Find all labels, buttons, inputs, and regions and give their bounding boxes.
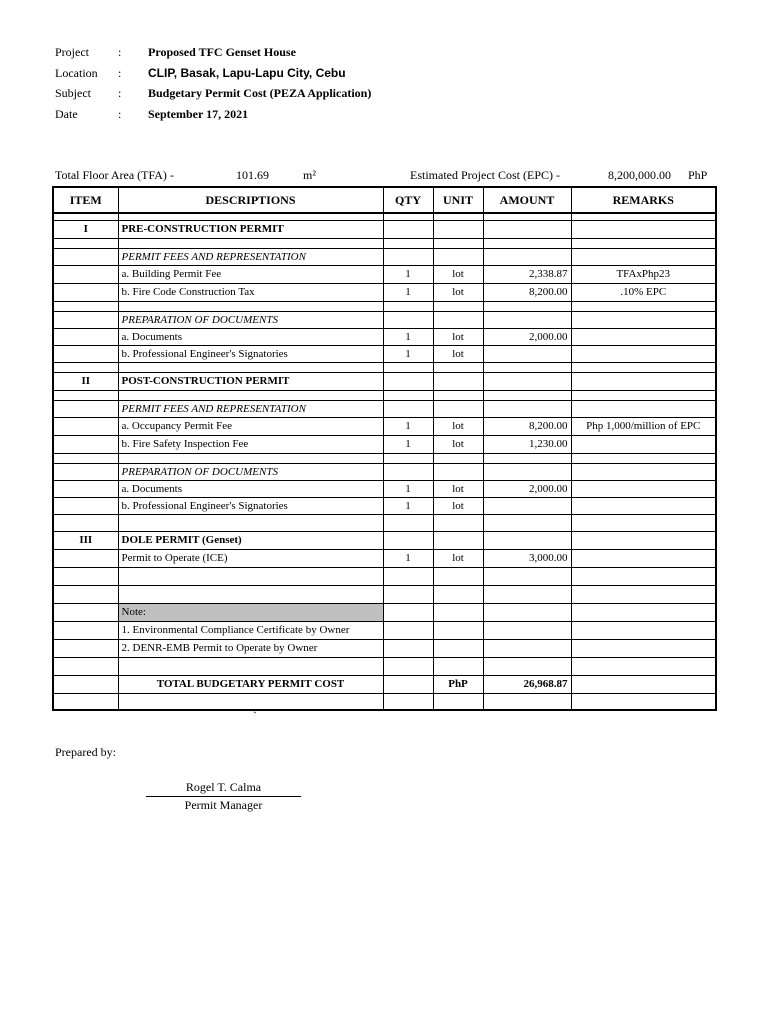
amount-cell — [483, 463, 571, 480]
desc-cell: b. Fire Code Construction Tax — [118, 283, 383, 301]
epc-value: 8,200,000.00 — [608, 168, 671, 182]
amount-cell: 3,000.00 — [483, 549, 571, 567]
desc-cell: b. Professional Engineer's Signatories — [118, 497, 383, 514]
prepared-by-label: Prepared by: — [55, 745, 116, 759]
remarks-cell — [571, 480, 716, 497]
remarks-cell — [571, 400, 716, 417]
item-cell — [53, 567, 118, 585]
remarks-cell — [571, 345, 716, 362]
unit-cell — [433, 248, 483, 265]
desc-cell: a. Occupancy Permit Fee — [118, 417, 383, 435]
item-cell — [53, 400, 118, 417]
table-row — [53, 345, 716, 362]
table-row — [53, 362, 716, 372]
item-cell — [53, 639, 118, 657]
item-cell: II — [53, 372, 118, 390]
item-cell — [53, 213, 118, 220]
qty-cell — [383, 675, 433, 693]
remarks-cell — [571, 435, 716, 453]
remarks-cell — [571, 453, 716, 463]
table-row — [53, 514, 716, 531]
desc-cell: a. Documents — [118, 328, 383, 345]
unit-cell — [433, 400, 483, 417]
remarks-cell — [571, 238, 716, 248]
item-cell — [53, 238, 118, 248]
remarks-cell — [571, 497, 716, 514]
unit-cell — [433, 514, 483, 531]
desc-cell — [118, 514, 383, 531]
item-cell — [53, 603, 118, 621]
unit-cell — [433, 390, 483, 400]
table-row — [53, 283, 716, 301]
project-value: Proposed TFC Genset House — [148, 45, 296, 59]
remarks-cell — [571, 362, 716, 372]
unit-cell — [433, 311, 483, 328]
table-row — [53, 390, 716, 400]
remarks-cell — [571, 603, 716, 621]
table-row — [53, 238, 716, 248]
qty-cell — [383, 453, 433, 463]
col-remarks-header: REMARKS — [571, 187, 716, 213]
qty-cell — [383, 213, 433, 220]
item-cell — [53, 514, 118, 531]
unit-cell: lot — [433, 549, 483, 567]
desc-cell: a. Documents — [118, 480, 383, 497]
desc-cell — [118, 238, 383, 248]
subject-label: Subject — [55, 86, 91, 100]
qty-cell: 1 — [383, 265, 433, 283]
section-title: PRE-CONSTRUCTION PERMIT — [118, 220, 383, 238]
unit-cell — [433, 453, 483, 463]
subsection-row — [53, 463, 716, 480]
qty-cell — [383, 311, 433, 328]
subsection-row — [53, 311, 716, 328]
table-row — [53, 657, 716, 675]
unit-cell: lot — [433, 417, 483, 435]
table-row — [53, 567, 716, 585]
remarks-cell — [571, 514, 716, 531]
amount-cell — [483, 621, 571, 639]
item-cell: III — [53, 531, 118, 549]
unit-cell — [433, 301, 483, 311]
table-row — [53, 497, 716, 514]
tfa-label: Total Floor Area (TFA) - — [55, 168, 174, 182]
qty-cell — [383, 362, 433, 372]
unit-cell — [433, 238, 483, 248]
unit-cell: lot — [433, 497, 483, 514]
item-cell — [53, 497, 118, 514]
qty-cell: 1 — [383, 549, 433, 567]
item-cell — [53, 463, 118, 480]
remarks-cell — [571, 463, 716, 480]
amount-cell — [483, 531, 571, 549]
qty-cell — [383, 390, 433, 400]
remarks-cell — [571, 248, 716, 265]
unit-cell: lot — [433, 265, 483, 283]
qty-cell — [383, 567, 433, 585]
qty-cell: 1 — [383, 480, 433, 497]
remarks-cell — [571, 220, 716, 238]
location-label: Location — [55, 66, 98, 80]
desc-cell — [118, 567, 383, 585]
table-row — [53, 453, 716, 463]
qty-cell: 1 — [383, 417, 433, 435]
qty-cell: 1 — [383, 435, 433, 453]
qty-cell — [383, 693, 433, 710]
qty-cell — [383, 400, 433, 417]
unit-cell: lot — [433, 435, 483, 453]
location-value: CLIP, Basak, Lapu-Lapu City, Cebu — [148, 66, 346, 80]
epc-label: Estimated Project Cost (EPC) - — [410, 168, 560, 182]
unit-cell — [433, 603, 483, 621]
desc-cell: b. Professional Engineer's Signatories — [118, 345, 383, 362]
unit-cell — [433, 362, 483, 372]
item-cell — [53, 283, 118, 301]
item-cell — [53, 345, 118, 362]
amount-cell — [483, 567, 571, 585]
total-amount: 26,968.87 — [483, 675, 571, 693]
item-cell — [53, 621, 118, 639]
desc-cell — [118, 657, 383, 675]
remarks-cell — [571, 372, 716, 390]
qty-cell: 1 — [383, 497, 433, 514]
subsection-title: PREPARATION OF DOCUMENTS — [118, 311, 383, 328]
desc-cell — [118, 693, 383, 710]
amount-cell — [483, 238, 571, 248]
item-cell — [53, 311, 118, 328]
amount-cell — [483, 345, 571, 362]
remarks-cell — [571, 675, 716, 693]
signatory-name: Rogel T. Calma — [146, 780, 301, 797]
stray-mark: ` — [253, 709, 257, 723]
permit-cost-table — [52, 186, 717, 711]
project-label: Project — [55, 45, 89, 59]
colon: : — [118, 107, 122, 121]
note-row — [53, 639, 716, 657]
amount-cell — [483, 657, 571, 675]
unit-cell: lot — [433, 283, 483, 301]
unit-cell — [433, 463, 483, 480]
table-row — [53, 435, 716, 453]
table-row — [53, 693, 716, 710]
amount-cell: 1,230.00 — [483, 435, 571, 453]
qty-cell — [383, 657, 433, 675]
colon: : — [118, 45, 122, 59]
item-cell — [53, 453, 118, 463]
qty-cell — [383, 621, 433, 639]
unit-cell — [433, 213, 483, 220]
total-currency: PhP — [433, 675, 483, 693]
table-row — [53, 328, 716, 345]
total-row — [53, 675, 716, 693]
qty-cell — [383, 238, 433, 248]
subsection-row — [53, 400, 716, 417]
amount-cell — [483, 514, 571, 531]
remarks-cell — [571, 531, 716, 549]
unit-cell: lot — [433, 345, 483, 362]
table-row — [53, 301, 716, 311]
col-descriptions-header: DESCRIPTIONS — [118, 187, 383, 213]
remarks-cell: .10% EPC — [571, 283, 716, 301]
remarks-cell: TFAxPhp23 — [571, 265, 716, 283]
unit-cell — [433, 693, 483, 710]
table-row — [53, 549, 716, 567]
qty-cell — [383, 639, 433, 657]
remarks-cell — [571, 567, 716, 585]
item-cell — [53, 693, 118, 710]
remarks-cell — [571, 585, 716, 603]
desc-cell — [118, 585, 383, 603]
note-item: 2. DENR-EMB Permit to Operate by Owner — [118, 639, 383, 657]
desc-cell — [118, 390, 383, 400]
table-row — [53, 265, 716, 283]
item-cell — [53, 549, 118, 567]
desc-cell — [118, 213, 383, 220]
item-cell — [53, 390, 118, 400]
date-value: September 17, 2021 — [148, 107, 249, 121]
item-cell — [53, 417, 118, 435]
item-cell — [53, 362, 118, 372]
table-row — [53, 417, 716, 435]
colon: : — [118, 86, 122, 100]
total-label: TOTAL BUDGETARY PERMIT COST — [118, 675, 383, 693]
amount-cell: 8,200.00 — [483, 417, 571, 435]
amount-cell — [483, 453, 571, 463]
table-row — [53, 585, 716, 603]
amount-cell — [483, 213, 571, 220]
item-cell — [53, 435, 118, 453]
qty-cell — [383, 585, 433, 603]
tfa-unit: m² — [303, 168, 316, 182]
unit-cell — [433, 567, 483, 585]
amount-cell — [483, 362, 571, 372]
subsection-title: PERMIT FEES AND REPRESENTATION — [118, 248, 383, 265]
item-cell — [53, 301, 118, 311]
amount-cell — [483, 220, 571, 238]
qty-cell — [383, 603, 433, 621]
unit-cell: lot — [433, 328, 483, 345]
item-cell — [53, 657, 118, 675]
qty-cell — [383, 514, 433, 531]
unit-cell — [433, 372, 483, 390]
item-cell — [53, 675, 118, 693]
remarks-cell — [571, 390, 716, 400]
unit-cell — [433, 657, 483, 675]
item-cell: I — [53, 220, 118, 238]
remarks-cell — [571, 639, 716, 657]
amount-cell — [483, 639, 571, 657]
col-item-header: ITEM — [53, 187, 118, 213]
table-row — [53, 213, 716, 220]
qty-cell — [383, 463, 433, 480]
subject-value: Budgetary Permit Cost (PEZA Application) — [148, 86, 372, 100]
subsection-row — [53, 248, 716, 265]
col-unit-header: UNIT — [433, 187, 483, 213]
colon: : — [118, 66, 122, 80]
amount-cell — [483, 400, 571, 417]
item-cell — [53, 480, 118, 497]
subsection-title: PERMIT FEES AND REPRESENTATION — [118, 400, 383, 417]
date-label: Date — [55, 107, 78, 121]
unit-cell — [433, 621, 483, 639]
amount-cell: 2,338.87 — [483, 265, 571, 283]
qty-cell — [383, 372, 433, 390]
desc-cell: Permit to Operate (ICE) — [118, 549, 383, 567]
item-cell — [53, 328, 118, 345]
amount-cell — [483, 390, 571, 400]
qty-cell — [383, 220, 433, 238]
amount-cell — [483, 248, 571, 265]
remarks-cell — [571, 693, 716, 710]
qty-cell — [383, 531, 433, 549]
qty-cell — [383, 248, 433, 265]
item-cell — [53, 265, 118, 283]
section-title: DOLE PERMIT (Genset) — [118, 531, 383, 549]
table-header-row — [53, 187, 716, 213]
section-row — [53, 531, 716, 549]
amount-cell — [483, 693, 571, 710]
remarks-cell — [571, 328, 716, 345]
remarks-cell — [571, 213, 716, 220]
note-row — [53, 603, 716, 621]
remarks-cell — [571, 549, 716, 567]
unit-cell — [433, 639, 483, 657]
col-qty-header: QTY — [383, 187, 433, 213]
unit-cell — [433, 585, 483, 603]
amount-cell: 2,000.00 — [483, 480, 571, 497]
section-title: POST-CONSTRUCTION PERMIT — [118, 372, 383, 390]
subsection-title: PREPARATION OF DOCUMENTS — [118, 463, 383, 480]
desc-cell — [118, 301, 383, 311]
desc-cell: a. Building Permit Fee — [118, 265, 383, 283]
item-cell — [53, 585, 118, 603]
unit-cell — [433, 220, 483, 238]
desc-cell — [118, 362, 383, 372]
amount-cell: 2,000.00 — [483, 328, 571, 345]
remarks-cell — [571, 657, 716, 675]
amount-cell — [483, 603, 571, 621]
unit-cell — [433, 531, 483, 549]
amount-cell — [483, 372, 571, 390]
col-amount-header: AMOUNT — [483, 187, 571, 213]
amount-cell — [483, 311, 571, 328]
amount-cell — [483, 585, 571, 603]
desc-cell: b. Fire Safety Inspection Fee — [118, 435, 383, 453]
remarks-cell — [571, 311, 716, 328]
qty-cell: 1 — [383, 345, 433, 362]
amount-cell — [483, 301, 571, 311]
tfa-value: 101.69 — [236, 168, 269, 182]
note-row — [53, 621, 716, 639]
unit-cell: lot — [433, 480, 483, 497]
epc-unit: PhP — [688, 168, 708, 182]
item-cell — [53, 248, 118, 265]
section-row — [53, 220, 716, 238]
note-label: Note: — [118, 603, 383, 621]
remarks-cell: Php 1,000/million of EPC — [571, 417, 716, 435]
section-row — [53, 372, 716, 390]
signatory-title: Permit Manager — [184, 798, 263, 812]
note-item: 1. Environmental Compliance Certificate by Owner — [118, 621, 383, 639]
qty-cell — [383, 301, 433, 311]
desc-cell — [118, 453, 383, 463]
remarks-cell — [571, 301, 716, 311]
amount-cell — [483, 497, 571, 514]
qty-cell: 1 — [383, 328, 433, 345]
qty-cell: 1 — [383, 283, 433, 301]
table-row — [53, 480, 716, 497]
amount-cell: 8,200.00 — [483, 283, 571, 301]
remarks-cell — [571, 621, 716, 639]
